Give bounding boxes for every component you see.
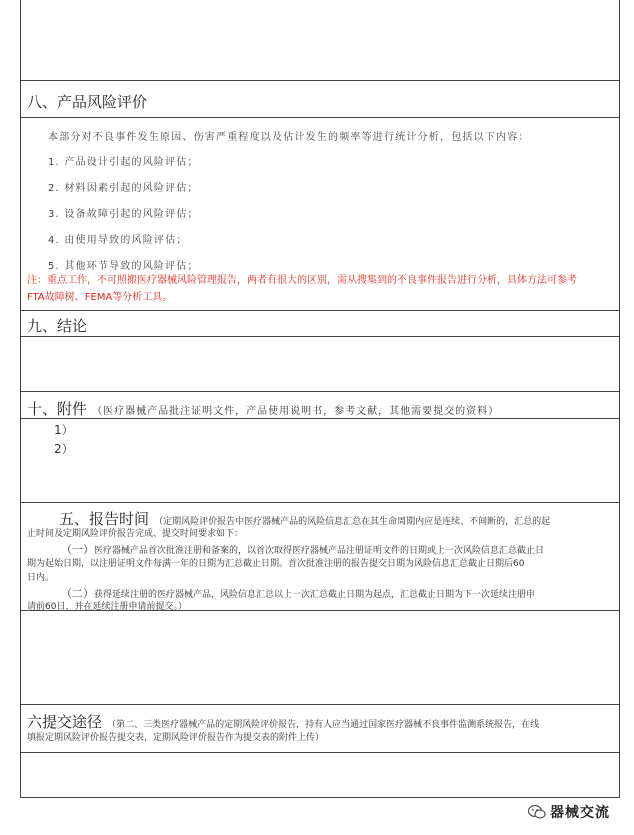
attachment-item: 1） <box>54 423 74 437</box>
para-2-lead: （二） <box>61 587 94 600</box>
section-8-item: 3. 设备故障引起的风险评估； <box>48 209 199 220</box>
section-8-item: 4. 由使用导致的风险评估； <box>48 235 188 246</box>
section-8-item: 5. 其他环节导致的风险评估； <box>48 261 199 272</box>
section-8-intro: 本部分对不良事件发生原因、伤害严重程度以及估计发生的频率等进行统计分析，包括以下内容： <box>48 132 530 143</box>
divider <box>21 502 619 503</box>
section-10-title: 十、附件 <box>27 400 88 418</box>
section-10-subtitle: （医疗器械产品批注证明文件，产品使用说明书，参考文献，其他需要提交的资料） <box>92 406 500 417</box>
section-8-note: 注：重点工作，不可照搬医疗器械风险管理报告，两者有很大的区别，需从搜集到的不良事件报告进行分析，具体方法可参考 <box>27 275 577 286</box>
section-8-item: 1. 产品设计引起的风险评估； <box>48 157 199 168</box>
section-5-line: 期为起始日期，以注册证明文件每满一年的日期为汇总截止日期。首次批准注册的报告提交日期为风险信息汇总截止日期后60 <box>27 559 525 569</box>
section-5-line: 止时间及定期风险评价报告完成、提交时间要求如下： <box>27 529 244 539</box>
section-8-note: FTA故障树、FEMA等分析工具。 <box>27 292 173 303</box>
section-10-heading <box>27 398 499 419</box>
section-6-line: （第二、三类医疗器械产品的定期风险评价报告，持有人应当通过国家医疗器械不良事件监测系统报告，在线 <box>107 720 540 730</box>
attachment-item: 2） <box>54 442 74 456</box>
divider <box>21 391 619 392</box>
watermark <box>528 802 610 822</box>
section-5-title: 五、报告时间 <box>59 510 150 528</box>
section-5-line: （定期风险评价报告中医疗器械产品的风险信息汇总在其生命周期内应是连续、不间断的，汇总的起 <box>154 517 551 527</box>
divider <box>21 117 619 118</box>
section-8-title: 八、产品风险评价 <box>27 93 148 111</box>
wechat-icon <box>528 804 546 820</box>
section-5-para-1 <box>61 541 544 557</box>
para-2-text: 获得延续注册的医疗器械产品，风险信息汇总以上一次汇总截止日期为起点，汇总截止日期为下一次延续注册申 <box>94 590 536 600</box>
section-6-line: 填报定期风险评价报告提交表，定期风险评价报告作为提交表的附件上传） <box>27 733 325 743</box>
para-1-lead: （一） <box>61 543 94 556</box>
watermark-text: 器械交流 <box>550 805 610 821</box>
section-9-title: 九、结论 <box>27 317 88 335</box>
divider <box>21 310 619 311</box>
section-8-item: 2. 材料因素引起的风险评估； <box>48 183 199 194</box>
section-6-title: 六提交途径 <box>27 713 103 731</box>
divider <box>21 80 619 81</box>
section-5-line: 日内。 <box>27 573 55 583</box>
divider <box>21 704 619 705</box>
section-6-heading <box>27 711 539 732</box>
divider <box>21 752 619 753</box>
section-5-line: 请前60日，并在延续注册申请前提交。） <box>27 602 187 612</box>
divider <box>21 336 619 337</box>
para-1-text: 医疗器械产品首次批准注册和备案的，以首次取得医疗器械产品注册证明文件的日期或上一次风险信息汇总截止日 <box>94 546 545 556</box>
